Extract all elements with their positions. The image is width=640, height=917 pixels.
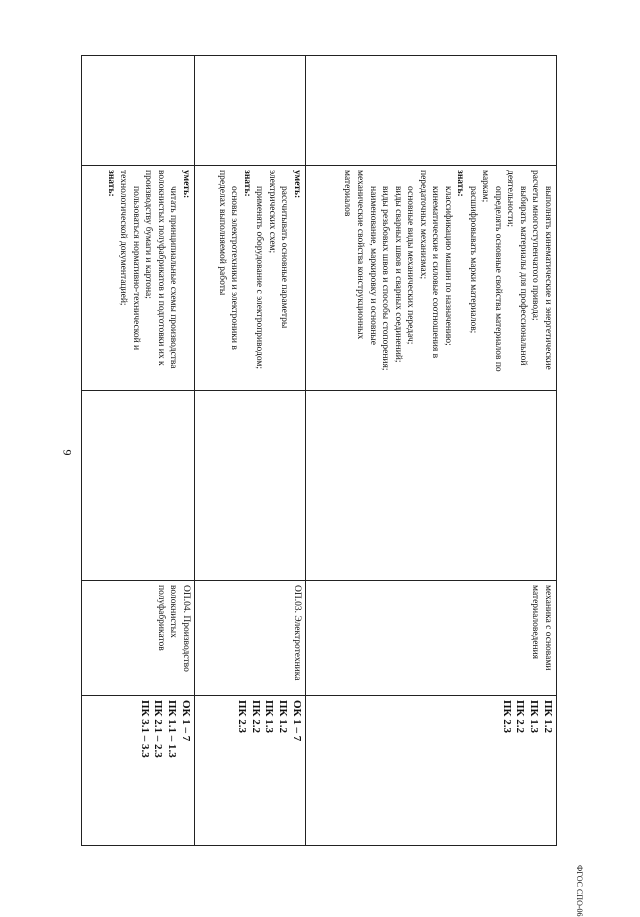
skills-line: пользоваться нормативно-технической и [130,186,141,351]
competency-code: ПК 1.3 [263,700,276,734]
competencies-cell [82,696,195,846]
hours-cell [306,391,557,581]
competency-code: ПК 2.2 [249,700,262,734]
skills-line: технологической документацией; [118,170,129,306]
skills-line: наименование, маркировку и основные [367,186,378,346]
footer-standard-code: ФГОС СПО-06 [575,865,584,917]
competency-code: ПК 2.3 [236,700,248,734]
index-cell [306,56,557,166]
discipline-cell [195,581,306,696]
hours-cell [195,391,306,581]
skills-cell [82,166,195,391]
discipline-name: ОП.03. Электротехника [292,585,302,681]
skills-line: материалов [342,170,353,217]
skills-line: пределах выполняемой работы [216,170,227,296]
skills-heading: знать: [105,170,116,197]
skills-line: классификацию машин по назначению; [442,186,453,346]
skills-line: деятельности; [505,170,516,228]
skills-line: кинематические и силовые соотношения в [430,186,441,359]
skills-line: применять оборудование с электроприводом; [254,186,265,370]
skills-line: маркам; [480,170,491,203]
skills-line: основы электротехники и электроники в [229,186,240,350]
rotated-table-container [87,55,557,845]
competency-code: ПК 1.3 [528,700,541,734]
curriculum-table [81,55,557,846]
index-cell [195,56,306,166]
discipline-name: механика с основами материаловедения [530,585,553,671]
skills-line: передаточных механизмах; [417,170,428,280]
skills-heading: уметь: [181,170,191,199]
table-row [82,56,195,846]
skills-line: производству бумаги и картона; [143,170,154,299]
skills-line: волокнистых полуфабрикатов и подготовки их к [155,170,166,366]
discipline-name: ОП.04. Производство волокнистых полуфабрикатов [155,585,191,672]
skills-line: выполнять кинематические и энергетические [543,186,553,370]
discipline-cell [306,581,557,696]
competency-code: ПК 2.2 [514,700,527,734]
competencies-cell [195,696,306,846]
skills-line: выбирать материалы для профессиональной [517,186,528,366]
index-cell [82,56,195,166]
skills-heading: знать: [241,170,252,197]
skills-line: механические свойства конструкционных [355,170,366,340]
skills-line: определять основные свойства материалов по [492,186,503,372]
skills-line: рассчитывать основные параметры [279,186,290,329]
skills-line: электрических схем; [266,170,277,254]
skills-line: виды сварных швов и сварных соединений; [392,186,403,363]
table-row [306,56,557,846]
skills-cell [306,166,557,391]
page-number: 9 [60,449,75,456]
skills-line: расшифровывать марки материалов; [467,186,478,334]
competency-code: ПК 1.2 [277,700,290,734]
hours-cell [82,391,195,581]
skills-heading: уметь: [292,170,302,199]
skills-line: основные виды механических передач; [405,186,416,345]
skills-line: расчеты многоступенчатого привода; [530,170,541,321]
competency-code: ОК 1 – 7 [180,700,192,742]
discipline-cell [82,581,195,696]
skills-heading: знать: [455,170,466,197]
skills-line: читать принципиальные схемы производства [168,186,179,369]
competency-code: ПК 1.2 [542,700,554,734]
skills-line: виды резьбовых швов и способы стопорения; [380,186,391,371]
table-row [195,56,306,846]
skills-cell [195,166,306,391]
competency-code: ПК 1.1 – 1.3 [166,700,179,758]
competency-code: ПК 3.1 – 3.3 [138,700,151,758]
competencies-cell [306,696,557,846]
competency-code: ПК 2.3 [500,700,513,734]
competency-code: ОК 1 – 7 [291,700,303,742]
competency-code: ПК 2.1 – 2.3 [152,700,165,758]
